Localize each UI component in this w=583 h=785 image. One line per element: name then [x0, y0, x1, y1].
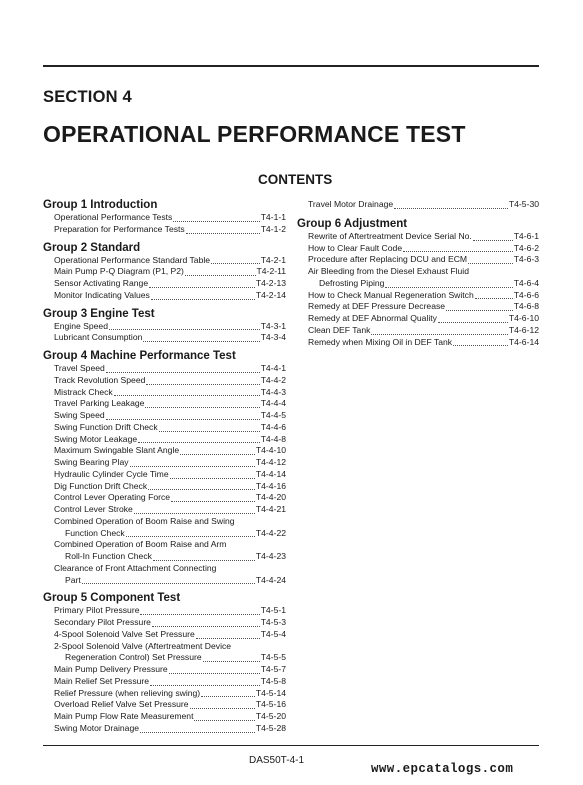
group-heading: Group 6 Adjustment — [297, 217, 408, 230]
toc-entry-title: Dig Function Drift Check — [54, 480, 148, 491]
toc-entry[interactable] — [297, 199, 539, 211]
toc-entry-title: Regeneration Control) Set Pressure — [65, 652, 202, 663]
page-code: DAS50T-4-1 — [249, 755, 305, 766]
toc-entry-page: T4-5-30 — [508, 199, 539, 209]
toc-entry-title: Control Lever Stroke — [54, 504, 133, 514]
toc-entry-page: T4-2-11 — [256, 266, 286, 277]
group-heading: Group 5 Component Test — [43, 592, 181, 605]
toc-entry[interactable] — [43, 422, 286, 434]
toc-entry-page: T4-4-21 — [255, 504, 286, 514]
toc-entry[interactable] — [43, 469, 286, 481]
top-rule — [43, 65, 539, 67]
toc-entry-title: Travel Speed — [54, 363, 105, 373]
toc-entry-title: Monitor Indicating Values — [54, 289, 150, 300]
toc-entry-title: Engine Speed — [54, 320, 108, 331]
contents-heading: CONTENTS — [258, 172, 333, 187]
toc-entry-page: T4-2-14 — [255, 289, 286, 300]
toc-entry[interactable] — [43, 629, 286, 641]
toc-entry-title: Swing Speed — [54, 410, 105, 420]
toc-entry-title: Swing Motor Drainage — [54, 722, 140, 733]
toc-entry-page: T4-4-8 — [260, 433, 286, 444]
toc-entry-page: T4-4-24 — [255, 574, 286, 585]
toc-entry[interactable] — [43, 255, 286, 267]
toc-entry-title: Rewrite of Aftertreatment Device Serial No. — [308, 230, 472, 241]
toc-entry-page: T4-5-1 — [260, 605, 286, 616]
toc-entry-page: T4-5-3 — [260, 617, 286, 627]
toc-entry-title: Primary Pilot Pressure — [54, 605, 140, 616]
toc-entry-page: T4-5-20 — [255, 711, 286, 721]
toc-entry[interactable] — [43, 481, 286, 493]
toc-entry[interactable] — [43, 321, 286, 333]
toc-entry[interactable] — [43, 699, 286, 711]
toc-entry-title: Hydraulic Cylinder Cycle Time — [54, 468, 169, 479]
page-title: OPERATIONAL PERFORMANCE TEST — [43, 121, 466, 147]
section-label: SECTION 4 — [43, 88, 132, 106]
toc-entry-page: T4-5-14 — [255, 687, 286, 698]
toc-entry-page: T4-6-14 — [508, 336, 539, 347]
toc-entry-title: Function Check — [65, 527, 125, 538]
toc-entry[interactable] — [43, 652, 286, 664]
toc-entry-title: Main Relief Set Pressure — [54, 675, 150, 686]
toc-entry[interactable] — [43, 290, 286, 302]
toc-entry[interactable] — [43, 723, 286, 735]
toc-entry-page: T4-4-20 — [255, 492, 286, 503]
toc-entry-page: T4-4-22 — [255, 527, 286, 538]
toc-entry-title: Operational Performance Standard Table — [54, 254, 211, 265]
toc-entry-title: Travel Motor Drainage — [308, 199, 394, 209]
toc-entry-title: Procedure after Replacing DCU and ECM — [308, 254, 468, 265]
toc-entry[interactable] — [43, 332, 286, 344]
toc-entry[interactable] — [43, 398, 286, 410]
toc-entry-page: T4-4-14 — [255, 468, 286, 479]
toc-entry[interactable] — [43, 212, 286, 224]
toc-entry[interactable] — [297, 290, 539, 302]
toc-entry-page: T4-6-1 — [513, 230, 539, 241]
toc-entry-title: Operational Performance Tests — [54, 212, 173, 222]
toc-left-column — [43, 198, 286, 735]
toc-entry-title: Secondary Pilot Pressure — [54, 617, 151, 627]
toc-entry-title: Main Pump P-Q Diagram (P1, P2) — [54, 266, 184, 277]
toc-entry-title: Maximum Swingable Slant Angle — [54, 445, 180, 456]
toc-entry-page: T4-6-6 — [513, 289, 539, 300]
toc-entry-page: T4-4-3 — [260, 386, 286, 397]
toc-entry-title: Track Revolution Speed — [54, 374, 146, 385]
toc-entry-page: T4-4-12 — [255, 457, 286, 467]
toc-entry[interactable] — [43, 551, 286, 563]
toc-entry-first-line[interactable]: 2-Spool Solenoid Valve (Aftertreatment Device — [54, 640, 232, 651]
toc-entry-page: T4-6-3 — [513, 254, 539, 265]
toc-entry-title: How to Check Manual Regeneration Switch — [308, 289, 474, 300]
toc-entry-title: Defrosting Piping — [319, 277, 385, 288]
toc-entry-first-line[interactable]: Air Bleeding from the Diesel Exhaust Fluid — [308, 266, 469, 276]
toc-entry-first-line[interactable]: Clearance of Front Attachment Connecting — [54, 562, 217, 573]
toc-entry-page: T4-4-2 — [260, 374, 286, 385]
toc-entry-page: T4-1-2 — [260, 223, 286, 234]
bottom-rule — [43, 745, 539, 746]
toc-entry[interactable] — [297, 337, 539, 349]
toc-entry-page: T4-2-1 — [260, 254, 286, 265]
toc-entry-title: Mistrack Check — [54, 386, 113, 397]
toc-entry[interactable] — [43, 711, 286, 723]
group-heading: Group 2 Standard — [43, 241, 141, 254]
toc-entry-title: Swing Function Drift Check — [54, 421, 158, 432]
toc-entry-title: Lubricant Consumption — [54, 332, 143, 343]
toc-entry-page: T4-5-28 — [255, 722, 286, 733]
toc-entry-first-line[interactable]: Combined Operation of Boom Raise and Arm — [54, 539, 227, 550]
toc-entry-title: Travel Parking Leakage — [54, 398, 145, 409]
toc-entry[interactable] — [43, 676, 286, 688]
toc-entry-title: Sensor Activating Range — [54, 278, 149, 288]
toc-entry-page: T4-2-13 — [255, 278, 286, 288]
toc-entry-page: T4-4-10 — [255, 445, 286, 456]
toc-entry[interactable] — [43, 387, 286, 399]
toc-entry-page: T4-4-1 — [260, 363, 286, 373]
toc-entry[interactable] — [43, 363, 286, 375]
toc-entry[interactable] — [43, 266, 286, 278]
watermark-text: www.epcatalogs.com — [371, 762, 514, 776]
toc-entry[interactable] — [297, 325, 539, 337]
toc-entry[interactable] — [43, 617, 286, 629]
toc-entry-title: 4-Spool Solenoid Valve Set Pressure — [54, 628, 195, 639]
toc-entry-page: T4-6-10 — [508, 313, 539, 323]
toc-entry[interactable] — [43, 278, 286, 290]
toc-entry[interactable] — [297, 231, 539, 243]
toc-entry-page: T4-3-1 — [260, 320, 286, 331]
toc-entry[interactable] — [43, 375, 286, 387]
toc-entry-title: Overload Relief Valve Set Pressure — [54, 699, 189, 710]
toc-right-column — [297, 199, 539, 348]
toc-entry-title: Clean DEF Tank — [308, 324, 371, 335]
toc-entry[interactable] — [43, 457, 286, 469]
toc-entry-title: Remedy at DEF Pressure Decrease — [308, 301, 446, 312]
toc-entry-title: Swing Bearing Play — [54, 457, 129, 467]
toc-entry[interactable] — [43, 688, 286, 700]
toc-entry[interactable] — [43, 410, 286, 422]
toc-entry-page: T4-5-5 — [260, 652, 286, 663]
toc-entry-page: T4-1-1 — [260, 212, 286, 222]
toc-entry[interactable] — [297, 243, 539, 255]
toc-entry[interactable] — [43, 575, 286, 587]
toc-entry-title: Main Pump Delivery Pressure — [54, 664, 168, 674]
toc-entry-page: T4-4-4 — [260, 398, 286, 409]
group-heading: Group 4 Machine Performance Test — [43, 350, 236, 362]
toc-entry-page: T4-6-4 — [513, 277, 539, 288]
toc-entry[interactable] — [43, 664, 286, 676]
group-heading: Group 3 Engine Test — [43, 307, 155, 320]
toc-entry-page: T4-3-4 — [260, 332, 286, 343]
toc-entry[interactable] — [43, 492, 286, 504]
toc-entry-title: Roll-In Function Check — [65, 551, 152, 561]
toc-entry-page: T4-5-4 — [260, 628, 286, 639]
toc-entry-page: T4-6-12 — [508, 324, 539, 335]
toc-entry-title: How to Clear Fault Code — [308, 242, 403, 253]
toc-entry-title: Part — [65, 574, 81, 585]
toc-entry-page: T4-6-8 — [513, 301, 539, 312]
group-heading: Group 1 Introduction — [43, 199, 158, 211]
toc-entry-page: T4-5-16 — [255, 699, 286, 710]
toc-entry-title: Relief Pressure (when relieving swing) — [54, 687, 201, 698]
toc-entry[interactable] — [297, 313, 539, 325]
toc-entry[interactable] — [297, 278, 539, 290]
toc-entry-title: Swing Motor Leakage — [54, 433, 138, 444]
toc-entry[interactable] — [43, 605, 286, 617]
toc-entry-first-line[interactable]: Combined Operation of Boom Raise and Swing — [54, 515, 235, 526]
toc-entry-page: T4-5-7 — [260, 664, 286, 674]
toc-entry[interactable] — [43, 528, 286, 540]
toc-entry[interactable] — [297, 301, 539, 313]
toc-entry-page: T4-4-5 — [260, 410, 286, 420]
toc-entry-page: T4-4-16 — [255, 480, 286, 491]
toc-entry-page: T4-5-8 — [260, 675, 286, 686]
toc-entry-title: Remedy when Mixing Oil in DEF Tank — [308, 336, 453, 347]
toc-entry-page: T4-4-23 — [255, 551, 286, 561]
toc-entry-title: Control Lever Operating Force — [54, 492, 171, 503]
toc-entry[interactable] — [43, 434, 286, 446]
toc-entry-page: T4-4-6 — [260, 421, 286, 432]
toc-entry-title: Main Pump Flow Rate Measurement — [54, 711, 194, 721]
toc-entry[interactable] — [43, 224, 286, 236]
toc-entry-title: Preparation for Performance Tests — [54, 223, 185, 234]
toc-entry-title: Remedy at DEF Abnormal Quality — [308, 313, 437, 323]
toc-entry[interactable] — [43, 445, 286, 457]
toc-entry-page: T4-6-2 — [513, 242, 539, 253]
toc-entry[interactable] — [297, 254, 539, 266]
toc-entry[interactable] — [43, 504, 286, 516]
